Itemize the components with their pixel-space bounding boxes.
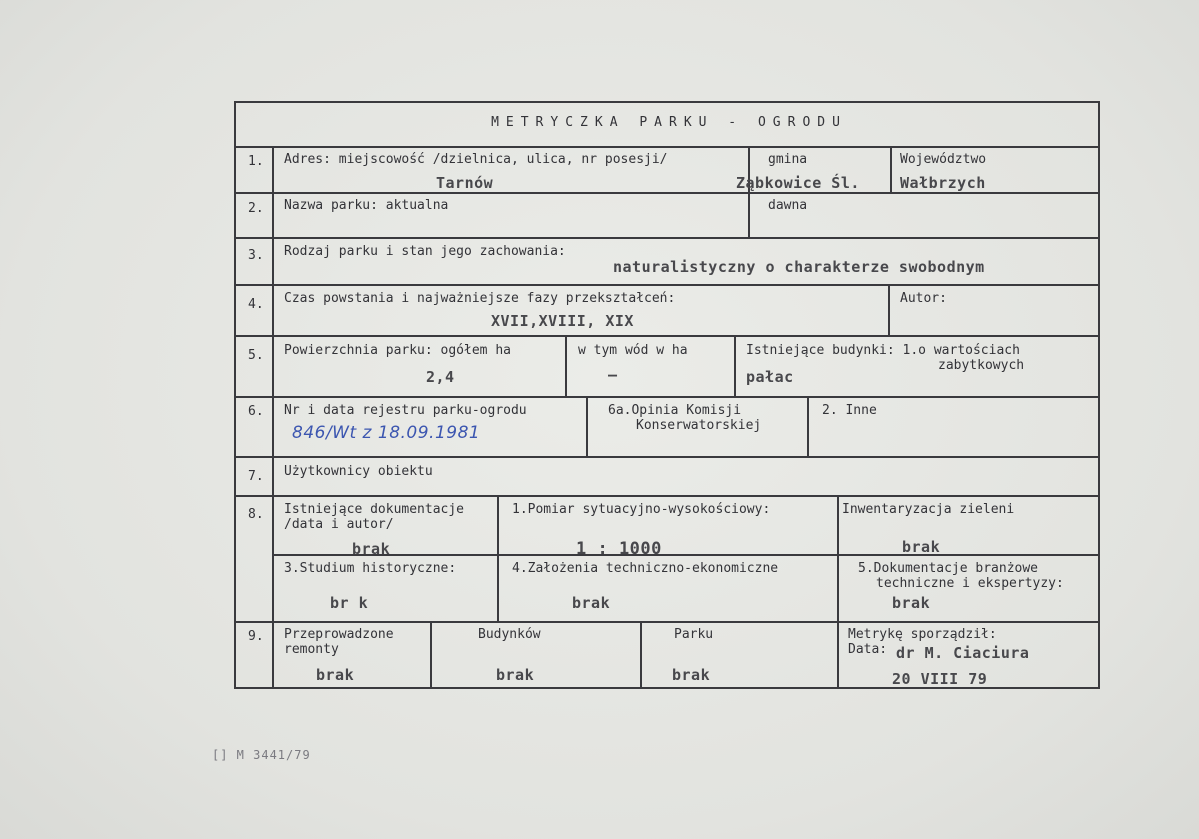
- renovations-value: brak: [316, 666, 355, 684]
- cell-divider: [586, 396, 588, 456]
- water-area-label: w tym wód w ha: [578, 343, 688, 358]
- park-type-label: Rodzaj parku i stan jego zachowania:: [284, 244, 566, 259]
- row-number: 5.: [248, 348, 264, 363]
- park-renovation-label: Parku: [674, 627, 714, 642]
- park-record-card: [234, 101, 1100, 689]
- gmina-value: Ząbkowice Śl.: [736, 174, 860, 192]
- buildings-renovation-label: Budynków: [478, 627, 541, 642]
- sector-docs-value: brak: [892, 594, 931, 612]
- row-number: 6.: [248, 404, 264, 419]
- row-number: 7.: [248, 469, 264, 484]
- cell-divider: [888, 284, 890, 335]
- park-renovation-value: brak: [672, 666, 711, 684]
- row-number: 1.: [248, 154, 264, 169]
- row-number: 4.: [248, 297, 264, 312]
- cell-divider: [837, 495, 839, 621]
- historical-study-value: br k: [330, 594, 369, 612]
- row-divider: [236, 396, 1098, 398]
- voivodeship-value: Wałbrzych: [900, 174, 986, 192]
- greenery-inventory-value: brak: [902, 538, 941, 556]
- cell-divider: [565, 335, 567, 396]
- buildings-renovation-value: brak: [496, 666, 535, 684]
- gmina-label: gmina: [768, 152, 808, 167]
- row-number: 2.: [248, 201, 264, 216]
- address-value: Tarnów: [436, 174, 494, 192]
- card-title: METRYCZKA PARKU - OGRODU: [491, 115, 847, 130]
- renovations-label-2: remonty: [284, 642, 339, 657]
- cell-divider: [497, 495, 499, 621]
- creation-time-label: Czas powstania i najważniejsze fazy przekształceń:: [284, 291, 676, 306]
- commission-opinion-label: 6a.Opinia Komisji: [608, 403, 742, 418]
- cell-divider: [837, 621, 839, 687]
- author-label: Autor:: [900, 291, 947, 306]
- row-divider: [236, 495, 1098, 497]
- prepared-by-label: Metrykę sporządził:: [848, 627, 997, 642]
- documentation-label: Istniejące dokumentacje: [284, 502, 465, 517]
- commission-opinion-label-2: Konserwatorskiej: [636, 418, 762, 433]
- park-name-label: Nazwa parku: aktualna: [284, 198, 449, 213]
- row-divider: [236, 284, 1098, 286]
- economic-assumptions-label: 4.Założenia techniczno-ekonomiczne: [512, 561, 779, 576]
- creation-time-value: XVII,XVIII, XIX: [491, 312, 634, 330]
- row-divider: [236, 192, 1098, 194]
- other-label: 2. Inne: [822, 403, 877, 418]
- row-divider: [236, 237, 1098, 239]
- buildings-label-2: zabytkowych: [938, 358, 1025, 373]
- buildings-value: pałac: [746, 368, 794, 386]
- buildings-label: Istniejące budynki: 1.o wartościach: [746, 343, 1020, 358]
- former-name-label: dawna: [768, 198, 808, 213]
- row-divider: [236, 335, 1098, 337]
- area-value: 2,4: [426, 368, 455, 386]
- registry-value: 846/Wt z 18.09.1981: [292, 423, 481, 443]
- voivodeship-label: Województwo: [900, 152, 987, 167]
- historical-study-label: 3.Studium historyczne:: [284, 561, 457, 576]
- area-label: Powierzchnia parku: ogółem ha: [284, 343, 511, 358]
- date-label: Data:: [848, 642, 888, 657]
- survey-value: 1 : 1000: [576, 539, 662, 559]
- cell-divider: [748, 192, 750, 237]
- row-divider: [236, 146, 1098, 148]
- row-divider: [236, 621, 1098, 623]
- cell-divider: [890, 146, 892, 192]
- row-number: 8.: [248, 507, 264, 522]
- row-number: 3.: [248, 248, 264, 263]
- economic-assumptions-value: brak: [572, 594, 611, 612]
- prepared-by-value: dr M. Ciaciura: [896, 644, 1030, 662]
- documentation-label-2: /data i autor/: [284, 517, 394, 532]
- registry-label: Nr i data rejestru parku-ogrodu: [284, 403, 527, 418]
- cell-divider: [640, 621, 642, 687]
- prepared-date-value: 20 VIII 79: [892, 670, 988, 688]
- cell-divider: [807, 396, 809, 456]
- row-number: 9.: [248, 629, 264, 644]
- water-area-value: —: [608, 366, 618, 384]
- sector-docs-label-2: techniczne i ekspertyzy:: [876, 576, 1064, 591]
- users-label: Użytkownicy obiektu: [284, 464, 433, 479]
- survey-label: 1.Pomiar sytuacyjno-wysokościowy:: [512, 502, 771, 517]
- greenery-inventory-label: Inwentaryzacja zieleni: [842, 502, 1015, 517]
- sector-docs-label: 5.Dokumentacje branżowe: [858, 561, 1039, 576]
- row-divider: [272, 554, 1098, 556]
- cell-divider: [430, 621, 432, 687]
- number-column-divider: [272, 146, 274, 687]
- renovations-label: Przeprowadzone: [284, 627, 394, 642]
- archive-mark: [] M 3441/79: [212, 748, 311, 762]
- address-label: Adres: miejscowość /dzielnica, ulica, nr posesji/: [284, 152, 668, 167]
- cell-divider: [734, 335, 736, 396]
- park-type-value: naturalistyczny o charakterze swobodnym: [613, 258, 985, 276]
- row-divider: [236, 456, 1098, 458]
- documentation-value: brak: [352, 540, 391, 558]
